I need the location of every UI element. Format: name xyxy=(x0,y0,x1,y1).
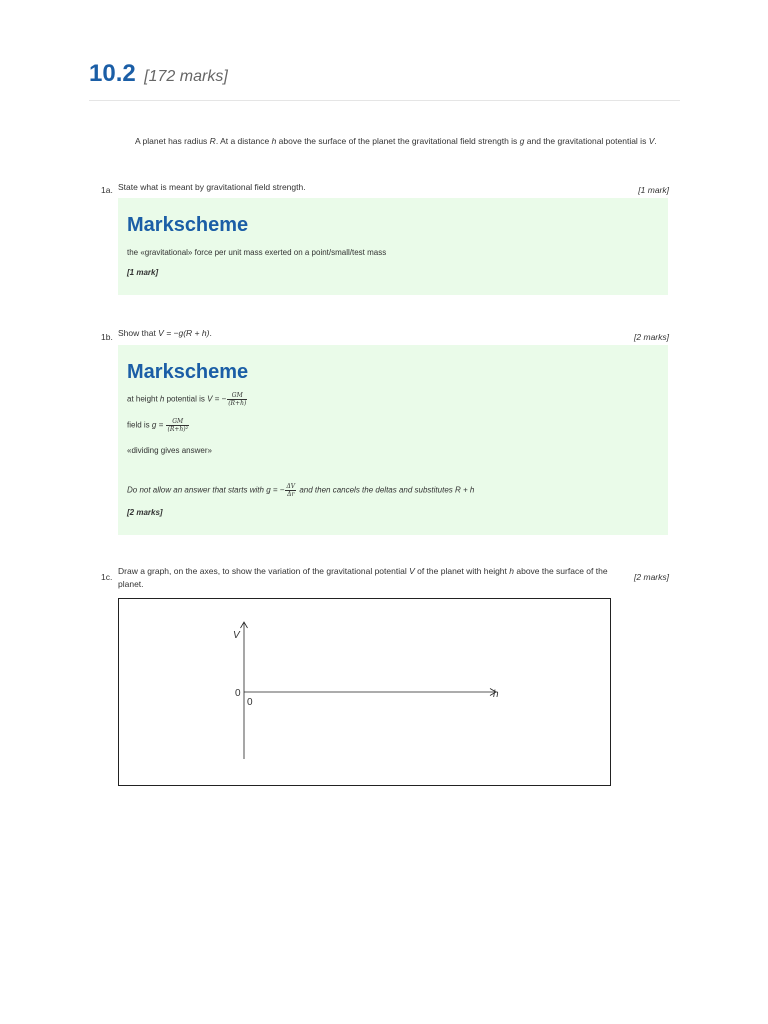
fraction-gm-over-rh-squared xyxy=(166,418,189,433)
ms-text: potential is xyxy=(164,394,208,404)
intro-var-h: h xyxy=(271,136,277,146)
markscheme-line-dividing: «dividing gives answer» xyxy=(127,446,212,455)
ms-formula-lhs: g = − xyxy=(266,485,285,495)
answer-graph-box[interactable] xyxy=(118,598,611,786)
section-total-marks: [172 marks] xyxy=(144,68,228,85)
graph-axes-svg xyxy=(119,599,612,787)
question-formula: V = −g(R + h) xyxy=(158,328,210,338)
markscheme-marks: [1 mark] xyxy=(127,268,159,277)
ms-text: at height xyxy=(127,394,160,404)
markscheme-box-1b xyxy=(118,345,668,535)
intro-text: and the gravitational potential is xyxy=(524,136,649,146)
fraction-denominator: Δr xyxy=(287,491,295,498)
x-origin-label: 0 xyxy=(247,697,253,708)
intro-text: above the surface of the planet the gravitational field strength is xyxy=(276,136,520,146)
intro-var-v: V xyxy=(648,136,655,146)
y-axis-label: V xyxy=(233,630,240,641)
intro-text: A planet has radius xyxy=(135,136,210,146)
ms-formula: R + h xyxy=(455,485,475,495)
question-number-1c: 1c. xyxy=(101,572,113,582)
ms-text: and then cancels the deltas and substitutes xyxy=(297,485,455,495)
markscheme-title: Markscheme xyxy=(127,361,249,383)
ms-var-h: h xyxy=(159,394,165,404)
intro-text: . At a distance xyxy=(215,136,272,146)
fraction-gm-over-rh xyxy=(227,392,247,407)
intro-text: . xyxy=(654,136,657,146)
question-marks-1c: [2 marks] xyxy=(634,572,669,582)
intro-var-g: g xyxy=(519,136,525,146)
question-text: above the surface of the planet. xyxy=(118,566,608,589)
markscheme-box-1a xyxy=(118,198,668,295)
question-text: . xyxy=(209,328,212,338)
markscheme-line-potential xyxy=(127,392,248,407)
fraction-numerator: GM xyxy=(227,392,247,400)
question-text: of the planet with height xyxy=(414,566,510,576)
intro-var-r: R xyxy=(209,136,216,146)
header-divider xyxy=(89,100,680,101)
question-number-1a: 1a. xyxy=(101,185,113,195)
question-text: Draw a graph, on the axes, to show the variation of the gravitational potential xyxy=(118,566,410,576)
fraction-denominator: (R+h) xyxy=(228,400,247,407)
fraction-numerator: GM xyxy=(166,418,189,426)
markscheme-answer: the «gravitational» force per unit mass exerted on a point/small/test mass xyxy=(127,248,387,257)
markscheme-title: Markscheme xyxy=(127,214,249,236)
question-number-1b: 1b. xyxy=(101,332,113,342)
markscheme-marks: [2 marks] xyxy=(127,508,163,517)
fraction-dv-over-dr xyxy=(285,483,296,498)
section-header xyxy=(89,60,228,88)
fraction-denominator: (R+h)² xyxy=(167,426,188,433)
question-marks-1b: [2 marks] xyxy=(634,332,669,342)
fraction-numerator: ΔV xyxy=(286,483,296,490)
ms-text: Do not allow an answer that starts with xyxy=(127,485,267,495)
question-var-h: h xyxy=(509,566,514,576)
ms-formula-lhs: g = xyxy=(151,420,166,430)
markscheme-note xyxy=(127,483,474,498)
question-var-v: V xyxy=(409,566,415,576)
question-text-1b xyxy=(118,327,212,340)
x-axis-label: h xyxy=(493,689,499,700)
ms-text: field is xyxy=(127,420,152,430)
question-marks-1a: [1 mark] xyxy=(638,185,669,195)
question-intro xyxy=(135,135,670,148)
y-origin-label: 0 xyxy=(235,688,241,699)
question-text-1c xyxy=(118,565,633,590)
question-text: Show that xyxy=(118,328,159,338)
markscheme-line-field xyxy=(127,418,190,433)
question-text-1a: State what is meant by gravitational field strength. xyxy=(118,182,306,192)
ms-formula-lhs: V = − xyxy=(207,394,227,404)
section-number: 10.2 xyxy=(89,60,136,87)
